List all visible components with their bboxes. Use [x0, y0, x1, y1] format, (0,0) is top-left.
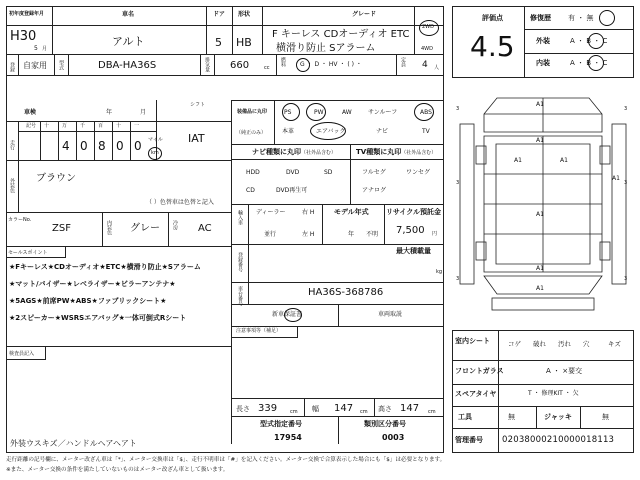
capacity-value: 4 [422, 60, 428, 70]
spare-tire-label: スペアタイヤ [455, 390, 497, 398]
divider [68, 54, 69, 76]
height-label: 高さ [378, 405, 392, 413]
width-value: 147 [334, 403, 354, 414]
navi-item: DVD [286, 169, 300, 176]
color-no: ZSF [52, 223, 71, 234]
divider [232, 100, 444, 101]
shift-value: IAT [188, 132, 205, 145]
equipment-item: ナビ [376, 128, 389, 135]
repair-circle [599, 10, 615, 26]
car-diagram [452, 84, 634, 324]
inspector-label: 検査員記入 [9, 351, 35, 357]
damage-mark: A1 [560, 157, 568, 164]
divider [18, 160, 19, 212]
cc-unit: cc [264, 65, 270, 71]
divider [214, 54, 215, 76]
divider [248, 282, 249, 304]
divider [374, 398, 375, 416]
shift-label: シフト [190, 102, 206, 108]
shape: HB [236, 36, 252, 49]
fuel-label: 燃料 [280, 57, 286, 67]
grade-line2: 横滑り防止 Sアラーム [276, 43, 376, 54]
divider [94, 122, 95, 160]
navi-title-text: ナビ種類に丸印 [252, 148, 301, 156]
front-glass-label: フロントガラス [455, 367, 504, 375]
jack-value: 無 [602, 413, 609, 421]
equipment-item: AW [342, 109, 352, 116]
new-reg-cert: 新車保証書 [272, 311, 303, 318]
navi-item: CD [246, 187, 255, 194]
sales-points-label: セールスポイント [8, 250, 48, 256]
equipment-item: PS [284, 109, 292, 116]
divider [262, 6, 263, 54]
inspection-label: 車検 [24, 109, 37, 116]
mileage-digit: 0 [80, 139, 88, 153]
mileage-unit-label: 千 [80, 123, 86, 129]
damage-mark: A1 [612, 175, 620, 182]
exterior-circle [588, 33, 604, 49]
category: 0003 [382, 433, 405, 442]
navi-title-note: （社外品含む） [301, 150, 337, 156]
displacement-label: 排気量 [204, 57, 210, 72]
divider [396, 54, 397, 76]
divider [52, 6, 53, 54]
reg-label: 登録 [9, 62, 15, 72]
side-mark-left-mid: 3 [456, 180, 460, 186]
equipment-item: ABS [420, 109, 432, 116]
spare-tire-value: T ・ 修理KIT ・ 欠 [528, 390, 579, 397]
divider [274, 100, 275, 144]
mileage-digit: 0 [134, 139, 142, 153]
max-load-unit: kg [436, 269, 443, 275]
mileage-unit-label: 十 [44, 123, 50, 129]
manual: 車両取説 [378, 311, 403, 318]
divider [102, 212, 103, 246]
interior-color-label: 内装色 [106, 220, 112, 235]
divider [6, 212, 232, 213]
navi-item: DVD再生可 [276, 187, 308, 194]
divider [338, 304, 339, 326]
model-year-unknown: 不明 [366, 231, 379, 238]
interior-sheet-item: 破れ [533, 340, 546, 348]
length-label: 長さ [236, 405, 250, 413]
divider [338, 416, 339, 444]
height-value: 147 [400, 403, 420, 414]
equipment-circle [306, 103, 326, 121]
height-unit: cm [428, 409, 436, 415]
navi-item: SD [324, 169, 333, 176]
divider [350, 144, 351, 204]
divider [322, 204, 323, 244]
model-year-label: モデル年式 [334, 208, 369, 216]
navi-title [252, 149, 336, 156]
person-unit: 人 [434, 65, 440, 71]
doors: 5 [215, 36, 222, 49]
divider [76, 122, 77, 160]
equipment-circle [282, 103, 300, 121]
management-value: 02038000210000018113 [502, 435, 615, 445]
divider [232, 6, 233, 54]
drive-2wd: 2WD [422, 24, 434, 30]
side-mark-left-top: 3 [456, 106, 460, 112]
grade-line1: F キーレス CDオーディオ ETC [272, 29, 410, 40]
mileage-unit-label: 一 [134, 123, 140, 129]
damage-mark: A1 [536, 137, 544, 144]
type-cert: 17954 [274, 433, 302, 442]
ac-label: 冷房 [172, 220, 178, 230]
interior-circle [588, 55, 604, 71]
divider [414, 6, 415, 54]
divider [452, 428, 634, 429]
model-value: DBA-HA36S [98, 60, 157, 71]
equipment-item: エアバッグ [316, 128, 346, 135]
category-label: 類別区分番号 [364, 420, 406, 428]
equipment-sub-label: （純正のみ） [236, 130, 267, 136]
divider [200, 54, 201, 76]
color-no-label: カラーNo. [8, 217, 32, 223]
import-dealer: ディーラー [256, 209, 286, 216]
tv-title [356, 149, 436, 156]
interior-label: 内装 [536, 59, 550, 67]
month-unit: 月 [42, 46, 48, 52]
divider [232, 244, 444, 245]
damage-mark: A1 [536, 285, 544, 292]
inspection-year-unit: 年 [106, 109, 113, 116]
max-load-label: 最大積載量 [396, 247, 431, 255]
footer-line1: 走行距離の記号欄に、メーター改ざん車は「*」、メーター交換車は「$」、走行不明車は「#」を記入ください。メーター交換で合算表示した場合にも「$」は必要となります。 [6, 457, 446, 463]
tv-item: ワンセグ [406, 169, 431, 176]
interior-color-value: グレー [130, 223, 160, 234]
footer-line2: ※また、メーター交換の条件を満たしていないものはメーター改ざん車として扱います。 [6, 467, 229, 473]
import-label: 輸入車 [237, 210, 243, 225]
divider [248, 204, 249, 244]
first-reg-year: H30 [10, 29, 37, 44]
divider [232, 204, 444, 205]
first-reg-label: 初年度登録年月 [9, 11, 45, 17]
divider [54, 54, 55, 76]
divider [304, 398, 305, 416]
divider [536, 406, 537, 428]
divider [6, 160, 232, 161]
mile-label: マイル [148, 137, 163, 143]
sales-point-line: ★Fキーレス★CDオーディオ★ETC★横滑り防止★Sアラーム [9, 263, 201, 271]
interior-sheet-item: コゲ [508, 340, 521, 348]
divider [384, 204, 385, 244]
grade-label: グレード [352, 11, 377, 18]
length-unit: cm [290, 409, 298, 415]
divider [6, 246, 66, 258]
side-mark-left-bot: 3 [456, 276, 460, 282]
recycle-label: リサイクル預託金 [386, 208, 442, 216]
tools-value: 無 [508, 413, 515, 421]
model-year-unit: 年 [348, 231, 355, 238]
import-parallel: 並行 [264, 231, 277, 238]
equipment-item: 本革 [282, 128, 295, 135]
divider [6, 346, 46, 360]
navi-item: HDD [246, 169, 260, 176]
capacity-label: 定員 [400, 57, 406, 67]
length-value: 339 [258, 403, 278, 414]
divider [40, 122, 41, 160]
interior-sheet-item: 穴 [583, 340, 590, 348]
frame-value: HA36S-368786 [308, 287, 384, 298]
side-mark-right-bot: 3 [624, 276, 628, 282]
color-note: （ ）色替車は色替と記入 [146, 199, 214, 206]
type-cert-label: 型式指定番号 [260, 420, 302, 428]
model-label: 型式 [58, 60, 64, 70]
interior-sheet-item: 汚れ [558, 340, 571, 348]
divider [168, 212, 169, 246]
fuel-options: G ・ D ・ HV ・ ( ) ・ [300, 61, 362, 68]
divider [580, 406, 581, 428]
import-right: 右 H [302, 209, 315, 216]
exterior-label: 外装 [536, 37, 550, 45]
width-label: 幅 [312, 405, 319, 413]
car-diagram-svg [452, 84, 634, 324]
tv-title-text: TV種類に丸印 [356, 148, 402, 156]
interior-sheet-item: キズ [608, 340, 621, 348]
equipment-item: PW [314, 109, 324, 116]
mileage-unit-label: 十 [116, 123, 122, 129]
tv-item: アナログ [362, 187, 387, 194]
tv-item: フルセグ [362, 169, 386, 176]
divider [452, 360, 634, 361]
management-label: 管理番号 [455, 436, 483, 444]
color-value: ブラウン [36, 173, 76, 184]
first-reg-month: 5 [34, 45, 38, 52]
divider [276, 54, 277, 76]
divider [248, 244, 249, 282]
divider [206, 6, 207, 54]
mileage-digit: 4 [62, 139, 70, 153]
sales-point-line: ★5AGS★前席PW★ABS★ファブリックシート★ [9, 297, 167, 305]
reg-no-label: 登録番号 [237, 252, 243, 272]
jack-label: ジャッキ [544, 413, 572, 421]
score-label: 評価点 [482, 14, 503, 22]
divider [452, 384, 634, 385]
equipment-item: サンルーフ [368, 109, 398, 116]
sales-point-line: ★2スピーカー★WSRSエアバッグ★一体可倒式Rシート [9, 314, 187, 322]
digits-label: 記号 [26, 123, 37, 129]
interior-sheet-label: 室内シート [455, 337, 490, 345]
equipment-item: TV [422, 128, 430, 135]
header-label-row [6, 6, 444, 26]
use-type: 自家用 [23, 61, 47, 70]
car-name: アルト [112, 35, 145, 48]
divider [232, 398, 444, 399]
tools-label: 工具 [458, 413, 472, 421]
damage-mark: A1 [536, 211, 544, 218]
side-mark-right-top: 3 [624, 106, 628, 112]
divider [130, 122, 131, 160]
ac-value: AC [198, 223, 212, 234]
car-name-label: 車名 [122, 11, 135, 18]
equipment-label: 装備品に丸印 [237, 109, 268, 115]
repair-label: 修復歴 [530, 14, 551, 22]
import-left: 左 H [302, 231, 315, 238]
damage-mark: A1 [536, 101, 544, 108]
drive-4wd: 4WD [421, 46, 433, 52]
airbag-circle [310, 122, 346, 140]
divider [498, 330, 499, 453]
mileage-digit: 8 [98, 139, 106, 153]
door-label: ドア [213, 11, 225, 18]
mileage-unit-label: 百 [98, 123, 104, 129]
equipment-circle [414, 103, 434, 121]
displacement-value: 660 [230, 60, 250, 71]
exterior-options: A ・ B ・ C [570, 37, 608, 45]
repair-options: 有 ・ 無 [568, 14, 594, 22]
interior-options: A ・ B ・ C [570, 59, 608, 67]
color-section-label: 外装色 [9, 178, 15, 193]
divider [452, 406, 634, 407]
width-unit: cm [360, 409, 368, 415]
recycle-value: 7,500 [396, 225, 425, 236]
mileage-side-label: 走行 [9, 140, 15, 150]
inspector-note: 外装ウスキズ／ハンドルヘアヘアト [10, 439, 137, 448]
side-mark-right-mid: 3 [624, 180, 628, 186]
recycle-unit: 円 [432, 231, 438, 237]
inspection-month-unit: 月 [140, 109, 147, 116]
divider [232, 282, 444, 283]
shape-label: 形状 [238, 11, 251, 18]
km-label: km [151, 150, 159, 156]
mileage-digit: 0 [116, 139, 124, 153]
front-glass-value: A ・ ×要交 [546, 367, 583, 375]
damage-mark: A1 [514, 157, 522, 164]
sales-point-line: ★マット/バイザー★レベライザー★ビラーアンテナ★ [9, 280, 176, 288]
divider [58, 122, 59, 160]
frame-label: 車台番号 [237, 286, 243, 306]
notes-label: 注意事項等（補足） [236, 328, 282, 334]
tv-title-note: （社外品含む） [401, 150, 437, 156]
divider [112, 122, 113, 160]
damage-mark: A1 [536, 265, 544, 272]
score-value: 4.5 [470, 30, 515, 63]
divider [18, 54, 19, 76]
mileage-unit-label: 万 [62, 123, 68, 129]
row-registration [6, 54, 444, 76]
